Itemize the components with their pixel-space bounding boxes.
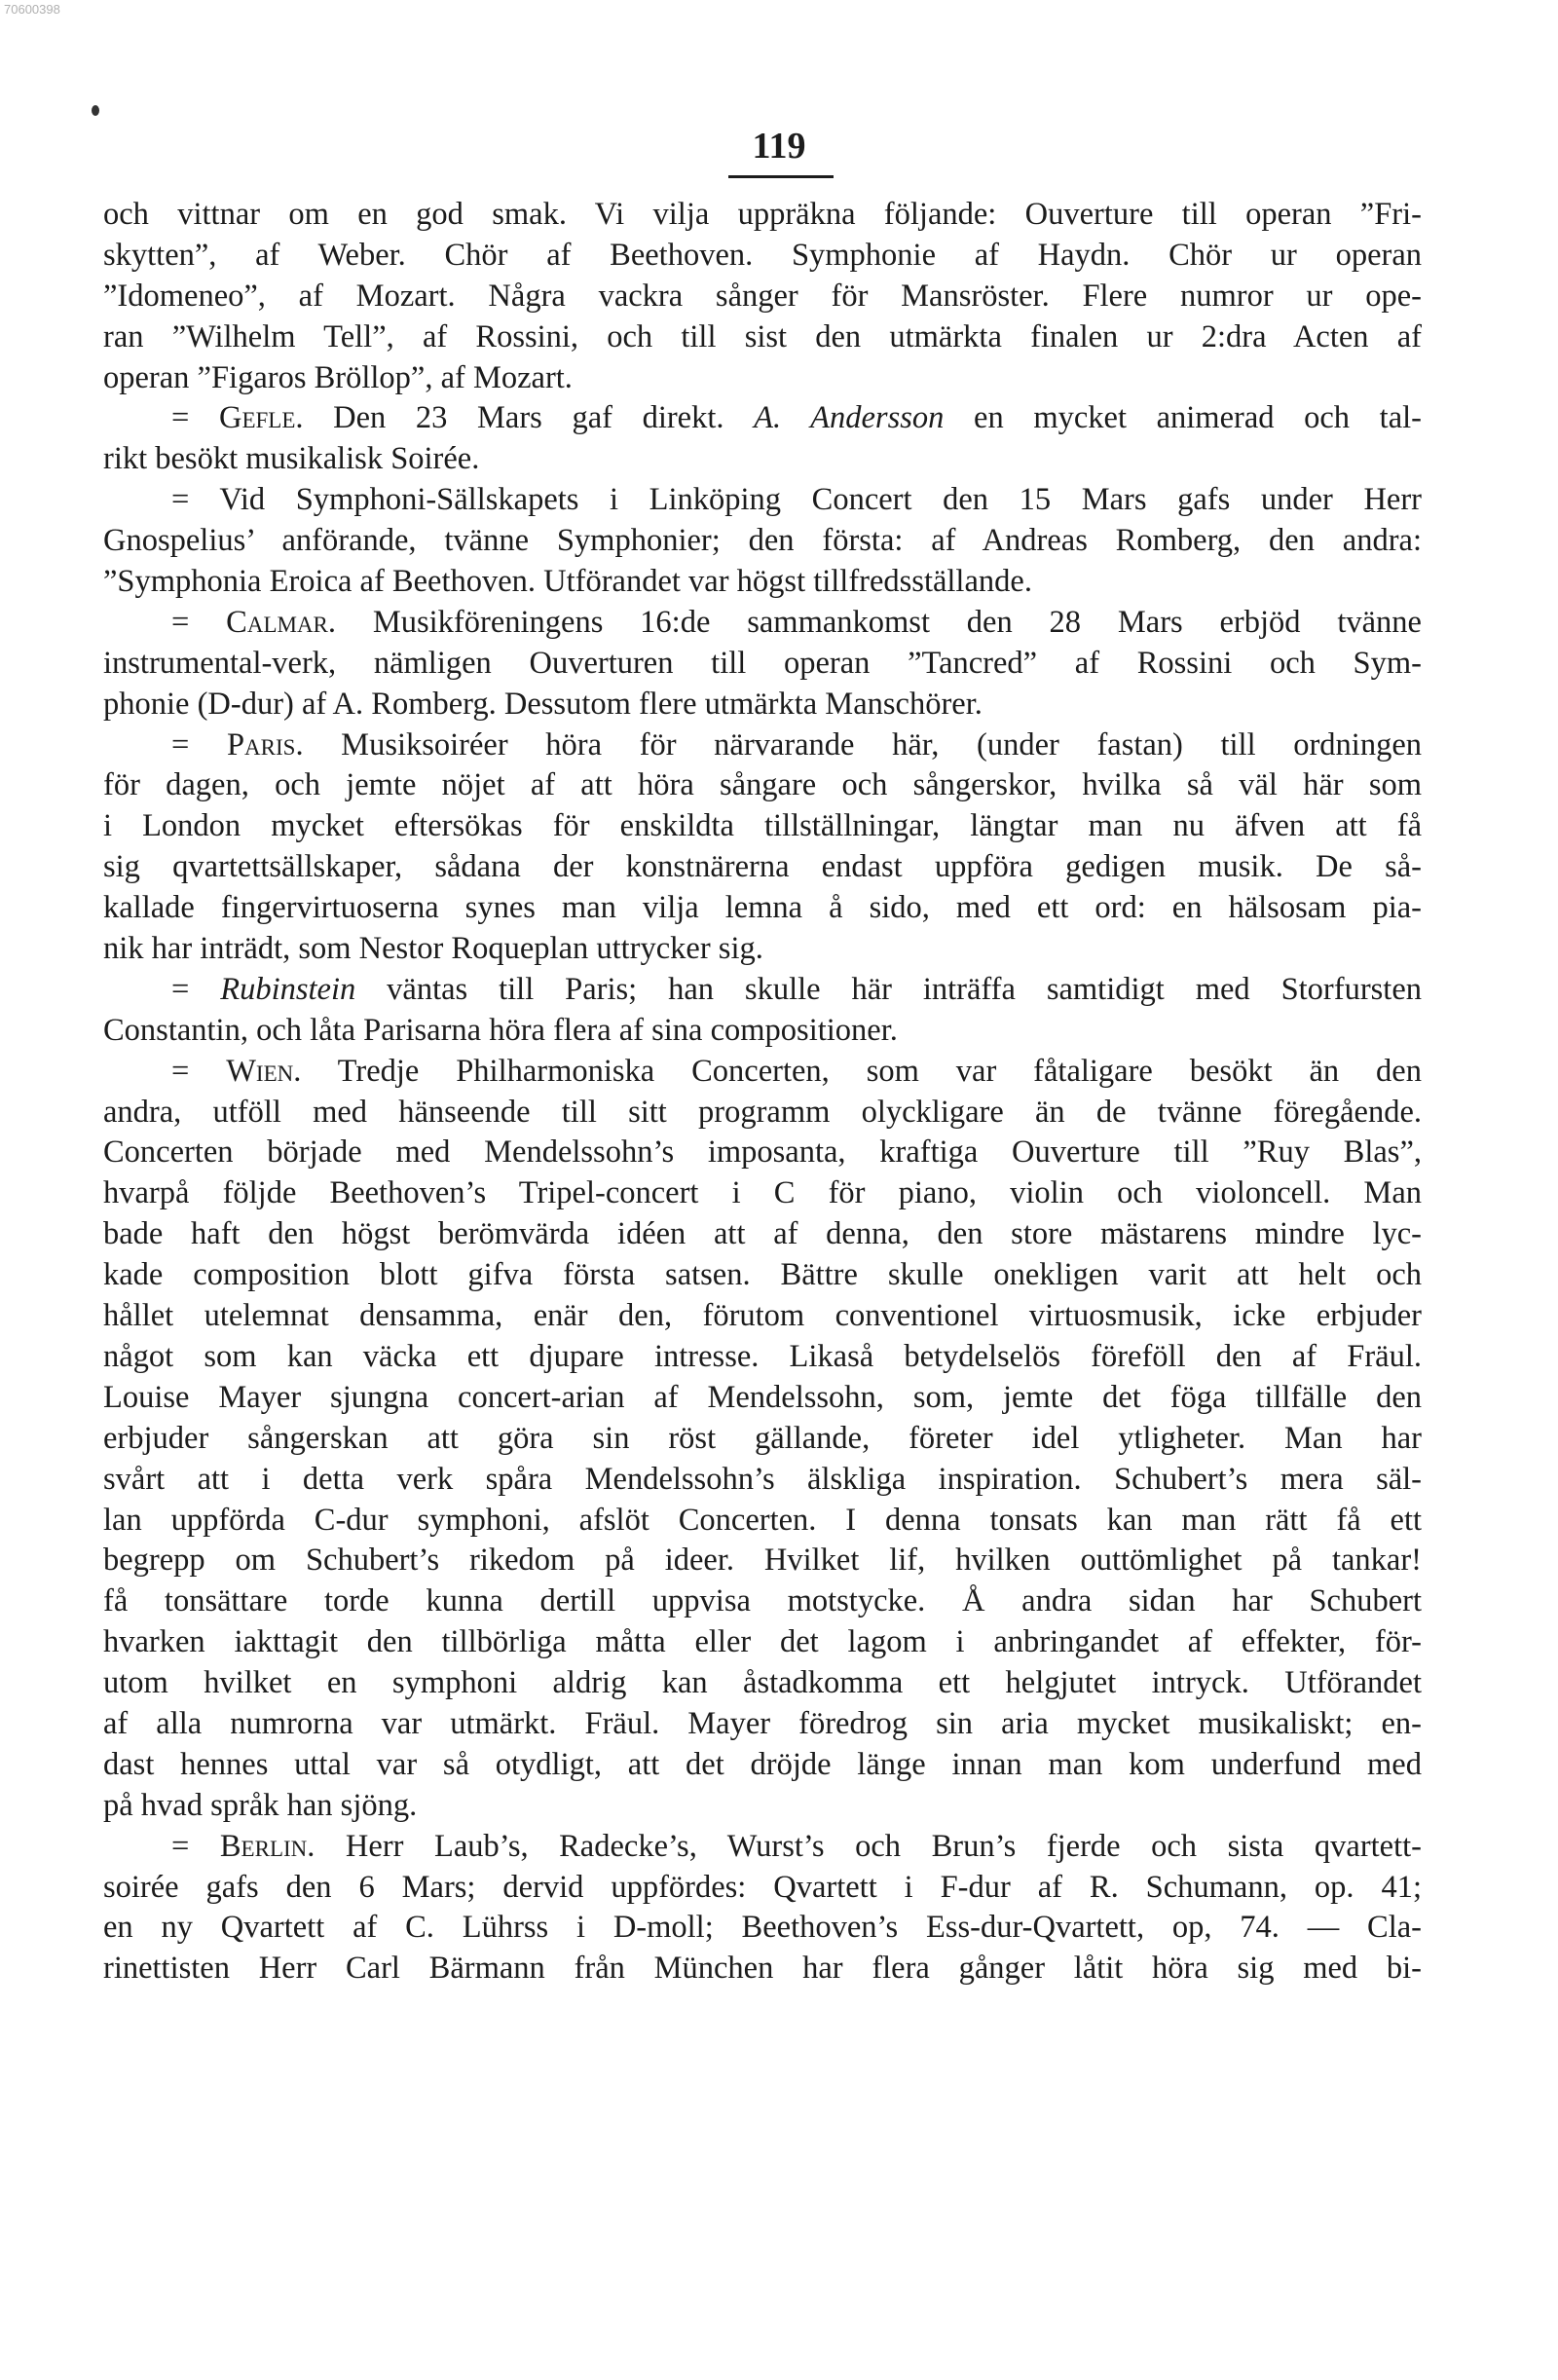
person-name: Rubinstein xyxy=(220,971,356,1007)
place-name: Wien xyxy=(226,1053,294,1089)
text-line: kallade fingervirtuoserna synes man vilja lemna å sido, med ett ord: en hälsosam pia- xyxy=(103,890,1422,926)
text-line: Louise Mayer sjungna concert-arian af Mendelssohn, som, jemte det föga tillfälle den xyxy=(103,1379,1422,1415)
text-line: bade haft den högst berömvärda idéen att af denna, den store mästarens mindre lyc- xyxy=(103,1216,1422,1252)
text-line: = Vid Symphoni-Sällskapets i Linköping Concert den 15 Mars gafs under Herr xyxy=(171,482,1422,518)
text-line: och vittnar om en god smak. Vi vilja uppräkna följande: Ouverture till operan ”Fri- xyxy=(103,197,1422,232)
text-run: = xyxy=(171,604,227,640)
page-number-underline xyxy=(728,175,834,178)
text-line: andra, utföll med hänseende till sitt programm olyckligare än de tvänne föregående. xyxy=(103,1094,1422,1130)
place-name: Gefle xyxy=(218,400,296,436)
text-line: dast hennes uttal var så otydligt, att det dröjde länge innan man kom underfund med xyxy=(103,1746,1422,1782)
text-line: ran ”Wilhelm Tell”, af Rossini, och till sist den utmärkta finalen ur 2:dra Acten af xyxy=(103,318,1422,354)
text-run: . Musikföreningens 16:de sammankomst den 28 Mars erbjöd tvänne xyxy=(327,604,1422,640)
text-line: Constantin, och låta Parisarna höra flera af sina compositioner. xyxy=(103,1012,898,1048)
text-run: . Musiksoiréer höra för närvarande här, (under fastan) till ordningen xyxy=(295,726,1422,762)
text-line: phonie (D-dur) af A. Romberg. Dessutom flere utmärkta Manschörer. xyxy=(103,686,983,722)
place-name: Berlin xyxy=(219,1828,308,1864)
text-line: ”Symphonia Eroica af Beethoven. Utförandet var högst tillfredsställande. xyxy=(103,564,1032,600)
text-line: soirée gafs den 6 Mars; dervid uppfördes: Qvartett i F-dur af R. Schumann, op. 41; xyxy=(103,1869,1422,1905)
text-line: något som kan väcka ett djupare intresse. Likaså betydelselös föreföll den af Fräul. xyxy=(103,1338,1422,1374)
text-line: sig qvartettsällskaper, sådana der konstnärerna endast uppföra gedigen musik. De så- xyxy=(103,849,1422,885)
text-line: operan ”Figaros Bröllop”, af Mozart. xyxy=(103,359,573,395)
text-line: hvarken iakttagit den tillbörliga måtta eller det lagom i anbringandet af effekter, för- xyxy=(103,1624,1422,1660)
article-body xyxy=(103,195,1422,1990)
text-run: . Den 23 Mars gaf direkt. xyxy=(295,400,755,436)
text-line xyxy=(103,1827,1422,1868)
text-line: begrepp om Schubert’s rikedom på ideer. Hvilket lif, hvilken outtömlighet på tankar! xyxy=(103,1543,1422,1579)
text-line: få tonsättare torde kunna dertill uppvisa motstycke. Å andra sidan har Schubert xyxy=(103,1583,1422,1619)
text-run: = xyxy=(171,726,227,762)
text-run: = xyxy=(171,1053,227,1089)
text-line: utom hvilket en symphoni aldrig kan åstadkomma ett helgjutet intryck. Utförandet xyxy=(103,1665,1422,1701)
text-line: svårt att i detta verk spåra Mendelssohn’s älskliga inspiration. Schubert’s mera säl- xyxy=(103,1461,1422,1497)
text-run: . Herr Laub’s, Radecke’s, Wurst’s och Brun’s fjerde och sista qvartett- xyxy=(307,1828,1422,1864)
text-line: rinettisten Herr Carl Bärmann från München har flera gånger låtit höra sig med bi- xyxy=(103,1951,1422,1987)
place-name: Paris xyxy=(226,726,296,762)
text-line: erbjuder sångerskan att göra sin röst gällande, företer idel ytligheter. Man har xyxy=(103,1420,1422,1456)
text-line xyxy=(103,603,1422,644)
text-line: af alla numrorna var utmärkt. Fräul. Mayer föredrog sin aria mycket musikaliskt; en- xyxy=(103,1705,1422,1741)
text-run: väntas till Paris; han skulle här inträffa samtidigt med Storfursten xyxy=(355,971,1422,1007)
text-line: en ny Qvartett af C. Lührss i D-moll; Beethoven’s Ess-dur-Qvartett, op, 74. — Cla- xyxy=(103,1910,1422,1946)
text-line: i London mycket eftersökas för enskildta tillställningar, längtar man nu äfven att få xyxy=(103,808,1422,844)
text-line: skytten”, af Weber. Chör af Beethoven. Symphonie af Haydn. Chör ur operan xyxy=(103,237,1422,273)
text-line: nik har inträdt, som Nestor Roqueplan uttrycker sig. xyxy=(103,931,763,967)
scan-id-label: 70600398 xyxy=(4,2,60,17)
text-run: . Tredje Philharmoniska Concerten, som var fåtaligare besökt än den xyxy=(293,1053,1422,1089)
text-run: = xyxy=(171,400,219,436)
text-line: ”Idomeneo”, af Mozart. Några vackra sånger för Mansröster. Flere numror ur ope- xyxy=(103,278,1422,314)
text-line xyxy=(103,970,1422,1011)
text-run: en mycket animerad och tal- xyxy=(944,400,1422,436)
text-line xyxy=(103,725,1422,766)
text-run: = xyxy=(171,971,221,1007)
text-line: kade composition blott gifva första satsen. Bättre skulle onekligen varit att helt och xyxy=(103,1257,1422,1293)
ink-speck xyxy=(92,105,99,116)
text-line: instrumental-verk, nämligen Ouverturen till operan ”Tancred” af Rossini och Sym- xyxy=(103,645,1422,681)
text-line: hållet utelemnat densamma, enär den, förutom conventionel virtuosmusik, icke erbjuder xyxy=(103,1298,1422,1334)
text-line: lan uppförda C-dur symphoni, afslöt Concerten. I denna tonsats kan man rätt få ett xyxy=(103,1502,1422,1538)
text-line: på hvad språk han sjöng. xyxy=(103,1787,418,1823)
text-line: rikt besökt musikalisk Soirée. xyxy=(103,441,480,477)
text-run: = xyxy=(171,1828,220,1864)
text-line: Gnospelius’ anförande, tvänne Symphonier; den första: af Andreas Romberg, den andra: xyxy=(103,523,1422,559)
text-line xyxy=(103,398,1422,439)
page-number: 119 xyxy=(752,126,806,167)
place-name: Calmar xyxy=(226,604,328,640)
text-line: för dagen, och jemte nöjet af att höra sångare och sångerskor, hvilka så väl här som xyxy=(103,767,1422,803)
text-line: Concerten började med Mendelssohn’s imposanta, kraftiga Ouverture till ”Ruy Blas”, xyxy=(103,1134,1422,1171)
text-line xyxy=(103,1052,1422,1093)
person-name: A. Andersson xyxy=(754,400,945,436)
text-line: hvarpå följde Beethoven’s Tripel-concert i C för piano, violin och violoncell. Man xyxy=(103,1175,1422,1211)
